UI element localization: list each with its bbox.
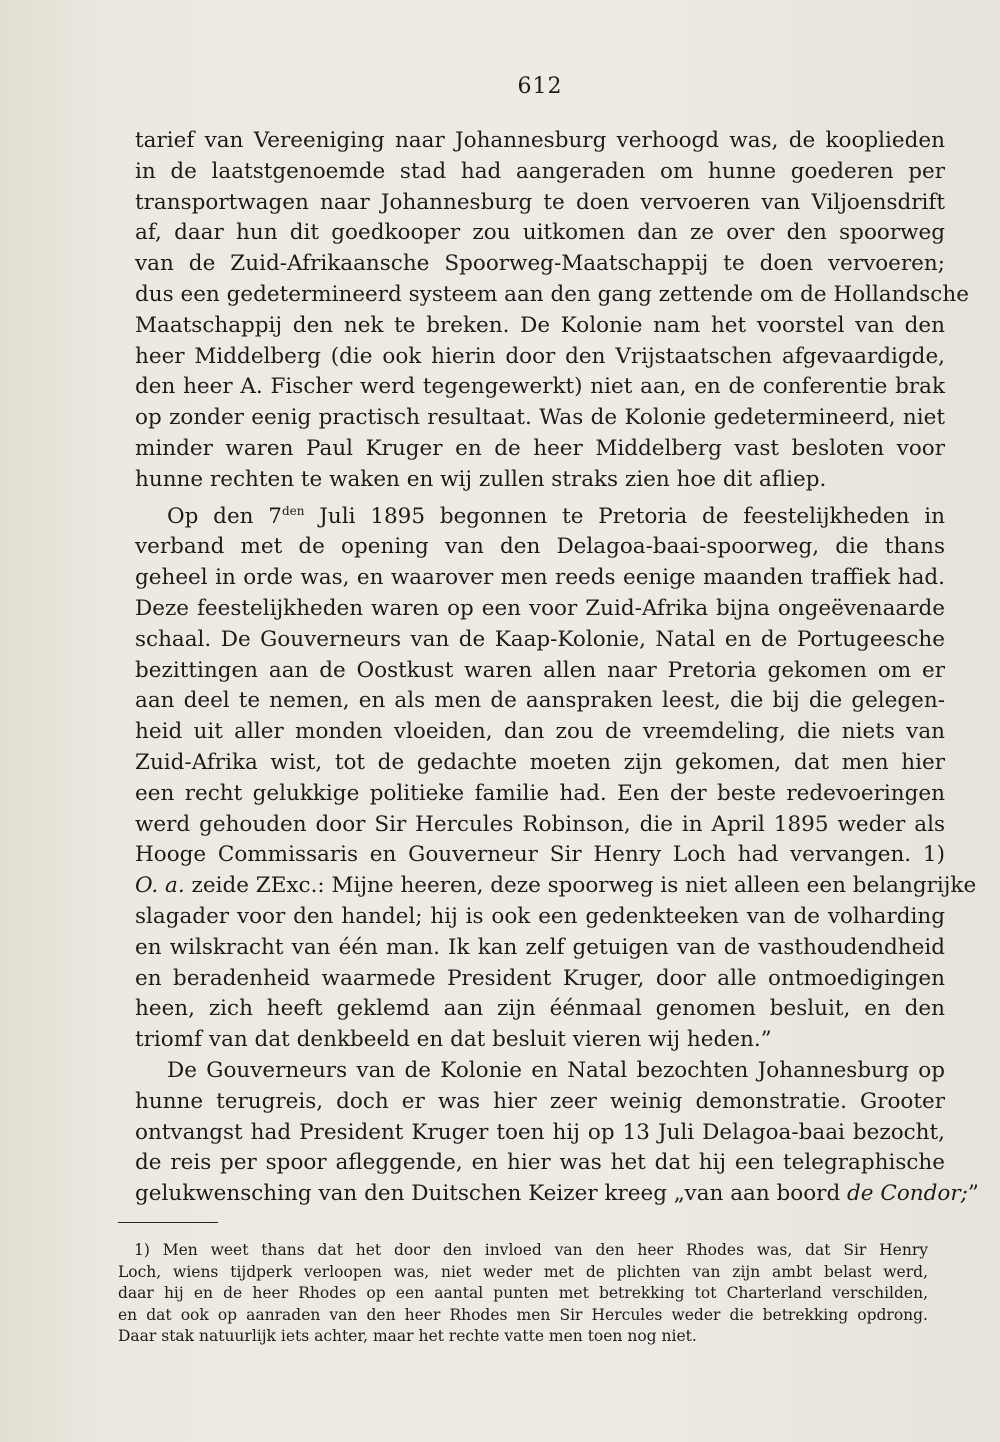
text-line: op zonder eenig practisch resultaat. Was de Kolonie gedetermineerd, niet: [135, 405, 945, 431]
text-line: [135, 1179, 979, 1210]
text-line: tarief van Vereeniging naar Johannesburg verhoogd was, de kooplieden: [135, 128, 945, 153]
paragraph-opening-line: [135, 496, 945, 533]
text-fragment: gelukwensching van den Duitschen Keizer kreeg „van aan boord: [135, 1181, 848, 1207]
text-line: hunne terugreis, doch er was hier zeer weinig demonstratie. Grooter: [135, 1088, 945, 1114]
footnote-divider: [118, 1222, 218, 1223]
text-line: heid uit aller monden vloeiden, dan zou de vreemdeling, die niets van: [135, 719, 945, 745]
text-line: heen, zich heeft geklemd aan zijn éénmaal genomen besluit, en den: [135, 996, 945, 1022]
text-line: dus een gedetermineerd systeem aan den gang zettende om de Hollandsche: [135, 281, 969, 307]
text-line: in de laatstgenoemde stad had aangeraden om hunne goederen per: [135, 158, 945, 184]
footnote-line: 1) Men weet thans dat het door den invloed van den heer Rhodes was, dat Sir Henry: [134, 1241, 928, 1259]
text-line: ontvangst had President Kruger toen hij op 13 Juli Delagoa-baai bezocht,: [135, 1119, 945, 1145]
text-line: hunne rechten te waken en wij zullen straks zien hoe dit afliep.: [135, 466, 827, 492]
text-fragment: Op den 7: [167, 503, 282, 529]
text-line: slagader voor den handel; hij is ook een gedenkteeken van de volharding: [135, 903, 945, 929]
text-fragment: Juli 1895 begonnen te Pretoria de feestelijkheden in: [304, 503, 945, 529]
footnote-line: Daar stak natuurlijk iets achter, maar het rechte vatte men toen nog niet.: [118, 1327, 697, 1345]
text-line: en beradenheid waarmede President Kruger, door alle ontmoedigingen: [135, 965, 945, 991]
text-line: en wilskracht van één man. Ik kan zelf getuigen van de vasthoudendheid: [135, 934, 945, 960]
italic-fragment: O. a.: [135, 873, 185, 899]
text-line: heer Middelberg (die ook hierin door den Vrijstaatschen afgevaardigde,: [135, 343, 945, 369]
text-line: [135, 871, 977, 902]
page-number: 612: [517, 74, 563, 99]
paragraph-opening-line: De Gouverneurs van de Kolonie en Natal bezochten Johannesburg op: [167, 1057, 945, 1083]
text-line: Hooge Commissaris en Gouverneur Sir Henry Loch had vervangen. 1): [135, 842, 945, 868]
text-line: van de Zuid-Afrikaansche Spoorweg-Maatschappij te doen vervoeren;: [135, 251, 945, 277]
footnote-line: en dat ook op aanraden van den heer Rhodes men Sir Hercules weder die betrekking opdrong.: [118, 1305, 928, 1324]
text-line: transportwagen naar Johannesburg te doen vervoeren van Viljoensdrift: [135, 189, 945, 215]
text-line: den heer A. Fischer werd tegengewerkt) niet aan, en de conferentie brak: [135, 374, 945, 400]
text-fragment: ”: [967, 1181, 979, 1207]
text-line: bezittingen aan de Oostkust waren allen naar Pretoria gekomen om er: [135, 657, 945, 683]
body-text: [135, 126, 979, 1210]
italic-fragment: de Condor;: [847, 1181, 968, 1207]
text-line: Maatschappij den nek te breken. De Kolonie nam het voorstel van den: [135, 312, 945, 338]
superscript: den: [282, 503, 305, 518]
text-fragment: zeide ZExc.: Mijne heeren, deze spoorweg is niet alleen een belangrijke: [184, 873, 977, 899]
text-line: schaal. De Gouverneurs van de Kaap-Kolonie, Natal en de Portugeesche: [135, 626, 945, 652]
text-line: werd gehouden door Sir Hercules Robinson, die in April 1895 weder als: [135, 811, 945, 837]
text-line: Zuid-Afrika wist, tot de gedachte moeten zijn gekomen, dat men hier: [135, 749, 945, 775]
text-line: triomf van dat denkbeeld en dat besluit vieren wij heden.”: [135, 1027, 772, 1053]
footnote-line: Loch, wiens tijdperk verloopen was, niet weder met de plichten van zijn ambt belast werd,: [118, 1262, 928, 1281]
text-line: Deze feestelijkheden waren op een voor Zuid-Afrika bijna ongeëvenaarde: [135, 595, 945, 621]
text-line: een recht gelukkige politieke familie had. Een der beste redevoeringen: [135, 780, 945, 806]
footnotes: [118, 1240, 928, 1348]
text-line: af, daar hun dit goedkooper zou uitkomen dan ze over den spoorweg: [135, 220, 945, 246]
footnote-line: daar hij en de heer Rhodes op een aantal punten met betrekking tot Charterland verschilden,: [118, 1284, 928, 1302]
text-line: aan deel te nemen, en als men de aanspraken leest, die bij die gelegen-: [135, 688, 945, 714]
text-line: de reis per spoor afleggende, en hier was het dat hij een telegraphische: [135, 1150, 945, 1176]
text-line: minder waren Paul Kruger en de heer Middelberg vast besloten voor: [135, 435, 945, 461]
text-line: geheel in orde was, en waarover men reeds eenige maanden traffiek had.: [135, 565, 945, 591]
text-line: verband met de opening van den Delagoa-baai-spoorweg, die thans: [135, 534, 945, 560]
